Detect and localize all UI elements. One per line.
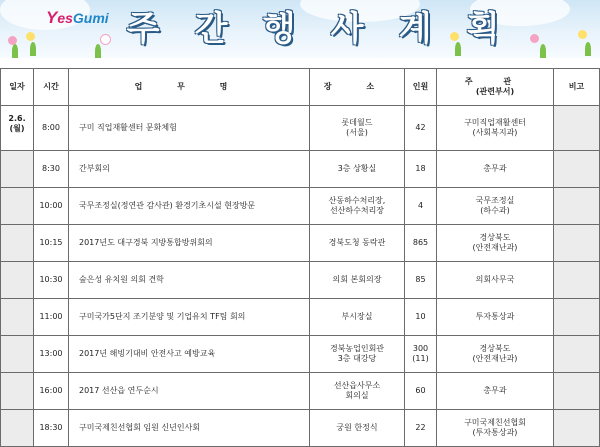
cell-people: 865 xyxy=(405,225,437,262)
cell-people: 300 (11) xyxy=(405,336,437,373)
cell-people: 4 xyxy=(405,188,437,225)
cell-dept: 투자통상과 xyxy=(437,299,554,336)
title-char: 주 xyxy=(126,9,160,49)
cell-date xyxy=(1,373,34,410)
table-row xyxy=(1,336,600,373)
cell-dept: 의회사무국 xyxy=(437,262,554,299)
cell-task: 숲은성 유치원 의회 견학 xyxy=(69,262,310,299)
cell-place: 선산읍사무소 회의실 xyxy=(310,373,405,410)
flower-decoration xyxy=(100,34,111,45)
cell-note xyxy=(554,373,600,410)
leaf-decoration xyxy=(95,44,101,58)
cell-date xyxy=(1,262,34,299)
header-dept-line1: 주 관 xyxy=(464,77,526,86)
header-people: 인원 xyxy=(405,69,437,106)
cell-place: 경북농업인회관 3층 대강당 xyxy=(310,336,405,373)
cell-people: 42 xyxy=(405,106,437,151)
title-char: 계 xyxy=(398,9,432,49)
table-header-row xyxy=(1,69,600,106)
cell-task: 2017 선산읍 연두순시 xyxy=(69,373,310,410)
header-dept-line2: (관련부서) xyxy=(475,87,515,96)
flower-decoration xyxy=(578,30,587,39)
cell-note xyxy=(554,151,600,188)
logo-y: Y xyxy=(46,8,58,27)
cell-dept: 총무과 xyxy=(437,151,554,188)
title-char: 행 xyxy=(262,9,296,49)
header-date: 일자 xyxy=(1,69,34,106)
cell-people: 85 xyxy=(405,262,437,299)
cell-time: 13:00 xyxy=(34,336,69,373)
cell-note xyxy=(554,410,600,447)
table-row xyxy=(1,188,600,225)
leaf-decoration xyxy=(30,42,36,56)
logo-gumi: Gumi xyxy=(72,10,109,26)
cell-note xyxy=(554,336,600,373)
title-char: 간 xyxy=(194,9,228,49)
cell-dept: 국무조정실 (하수과) xyxy=(437,188,554,225)
title-char: 사 xyxy=(330,9,364,49)
cell-place: 산동하수처리장, 선산하수처리장 xyxy=(310,188,405,225)
cell-people: 60 xyxy=(405,373,437,410)
cell-date xyxy=(1,188,34,225)
cell-task: 간부회의 xyxy=(69,151,310,188)
cell-task: 구미 직업재활센터 문화체험 xyxy=(69,106,310,151)
cell-people: 18 xyxy=(405,151,437,188)
cell-task: 2017년 해빙기대비 안전사고 예방교육 xyxy=(69,336,310,373)
flower-decoration xyxy=(26,32,35,41)
cell-dept: 경상북도 (안전재난과) xyxy=(437,336,554,373)
header-banner xyxy=(0,0,600,58)
cell-note xyxy=(554,225,600,262)
cell-place: 궁원 한정식 xyxy=(310,410,405,447)
cell-date xyxy=(1,299,34,336)
cell-time: 8:00 xyxy=(34,106,69,151)
yes-gumi-logo xyxy=(46,8,109,28)
cell-date xyxy=(1,410,34,447)
cell-task: 구미국제친선협회 임원 신년인사회 xyxy=(69,410,310,447)
table-body xyxy=(1,106,600,447)
cell-task: 구미국가5단지 조기분양 및 기업유치 TF팀 회의 xyxy=(69,299,310,336)
cell-note xyxy=(554,262,600,299)
flower-decoration xyxy=(530,34,539,43)
header-dept xyxy=(437,69,554,106)
cell-note xyxy=(554,299,600,336)
cell-time: 10:15 xyxy=(34,225,69,262)
header-time: 시간 xyxy=(34,69,69,106)
cell-people: 10 xyxy=(405,299,437,336)
leaf-decoration xyxy=(585,42,591,56)
cell-task: 2017년도 대구경북 지방통합방위회의 xyxy=(69,225,310,262)
logo-es: es xyxy=(57,10,73,26)
cell-time: 10:30 xyxy=(34,262,69,299)
cell-date: 2.6. (월) xyxy=(1,106,34,151)
header-place: 장 소 xyxy=(310,69,405,106)
title-char: 획 xyxy=(466,9,500,49)
cell-people: 22 xyxy=(405,410,437,447)
cell-date xyxy=(1,151,34,188)
cell-dept: 구미직업재활센터 (사회복지과) xyxy=(437,106,554,151)
header-task: 업 무 명 xyxy=(69,69,310,106)
table-row xyxy=(1,262,600,299)
cell-time: 16:00 xyxy=(34,373,69,410)
table-row xyxy=(1,410,600,447)
table-row xyxy=(1,151,600,188)
cell-note xyxy=(554,106,600,151)
cell-place: 경북도청 동락관 xyxy=(310,225,405,262)
cell-dept: 구미국제친선협회 (투자통상과) xyxy=(437,410,554,447)
cell-date xyxy=(1,336,34,373)
weekly-schedule-table xyxy=(0,68,600,447)
cell-note xyxy=(554,188,600,225)
cell-dept: 경상북도 (안전재난과) xyxy=(437,225,554,262)
table-row xyxy=(1,225,600,262)
cell-place: 의회 본회의장 xyxy=(310,262,405,299)
table-row xyxy=(1,299,600,336)
header-note: 비고 xyxy=(554,69,600,106)
cell-place: 롯데월드 (서울) xyxy=(310,106,405,151)
flower-decoration xyxy=(8,36,17,45)
cell-place: 3층 상황실 xyxy=(310,151,405,188)
cell-date xyxy=(1,225,34,262)
leaf-decoration xyxy=(12,44,18,58)
cell-time: 10:00 xyxy=(34,188,69,225)
cell-time: 8:30 xyxy=(34,151,69,188)
cell-dept: 총무과 xyxy=(437,373,554,410)
cell-time: 11:00 xyxy=(34,299,69,336)
cell-time: 18:30 xyxy=(34,410,69,447)
leaf-decoration xyxy=(540,44,546,58)
page-title xyxy=(120,6,506,52)
table-row xyxy=(1,106,600,151)
cell-place: 부시장실 xyxy=(310,299,405,336)
table-row xyxy=(1,373,600,410)
cell-task: 국무조정실(정연관 감사관) 환경기초시설 현장방문 xyxy=(69,188,310,225)
